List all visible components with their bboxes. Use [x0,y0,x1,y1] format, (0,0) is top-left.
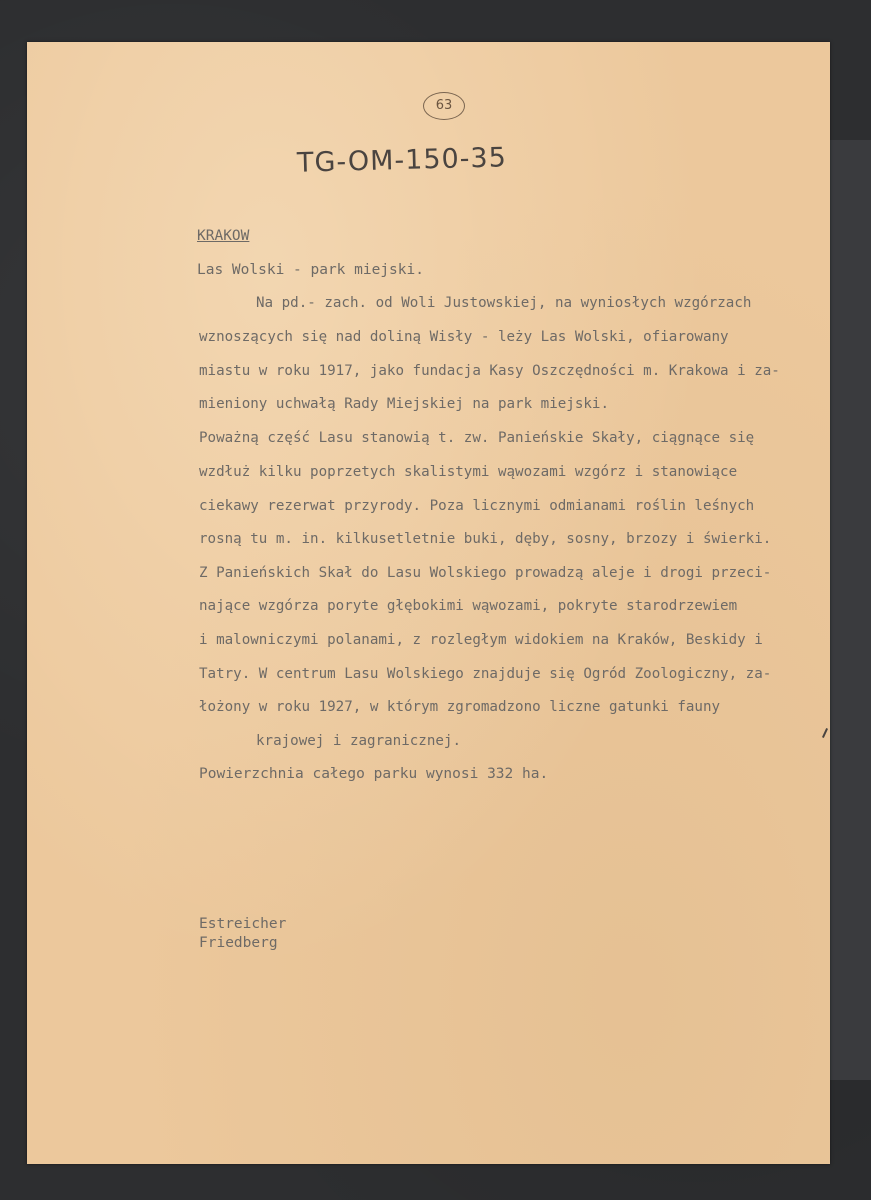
body-line: rosną tu m. in. kilkusetletnie buki, dęby, sosny, brzozy i świerki. [199,531,772,547]
signature-code: TG-OM-150-35 [296,142,508,179]
body-line: Na pd.- zach. od Woli Justowskiej, na wyniosłych wzgórzach [256,295,752,311]
document-title: Las Wolski - park miejski. [197,262,424,278]
document-page [27,42,830,1164]
body-line: i malowniczymi polanami, z rozległym widokiem na Kraków, Beskidy i [199,632,763,648]
body-line: wzdłuż kilku poprzetych skalistymi wąwozami wzgórz i stanowiące [199,464,738,480]
body-line: Poważną część Lasu stanowią t. zw. Panieńskie Skały, ciągnące się [199,430,755,446]
city-heading: KRAKOW [197,228,250,244]
body-line: Z Panieńskich Skał do Lasu Wolskiego prowadzą aleje i drogi przeci- [199,565,772,581]
archive-number-stamp: 63 [423,92,465,120]
author-name: Estreicher [199,916,287,932]
body-line: mieniony uchwałą Rady Miejskiej na park miejski. [199,396,609,412]
body-line: łożony w roku 1927, w którym zgromadzono liczne gatunki fauny [199,699,721,715]
area-statement: Powierzchnia całego parku wynosi 332 ha. [199,766,549,782]
body-line: nające wzgórza poryte głębokimi wąwozami, pokryte starodrzewiem [199,598,738,614]
body-line: wznoszących się nad doliną Wisły - leży Las Wolski, ofiarowany [199,329,729,345]
body-line: ciekawy rezerwat przyrody. Poza licznymi odmianami roślin leśnych [199,498,755,514]
author-name: Friedberg [199,935,278,951]
pencil-mark [822,728,828,738]
body-line: miastu w roku 1917, jako fundacja Kasy Oszczędności m. Krakowa i za- [199,363,780,379]
body-line: krajowej i zagranicznej. [256,733,461,749]
body-line: Tatry. W centrum Lasu Wolskiego znajduje się Ogród Zoologiczny, za- [199,666,772,682]
